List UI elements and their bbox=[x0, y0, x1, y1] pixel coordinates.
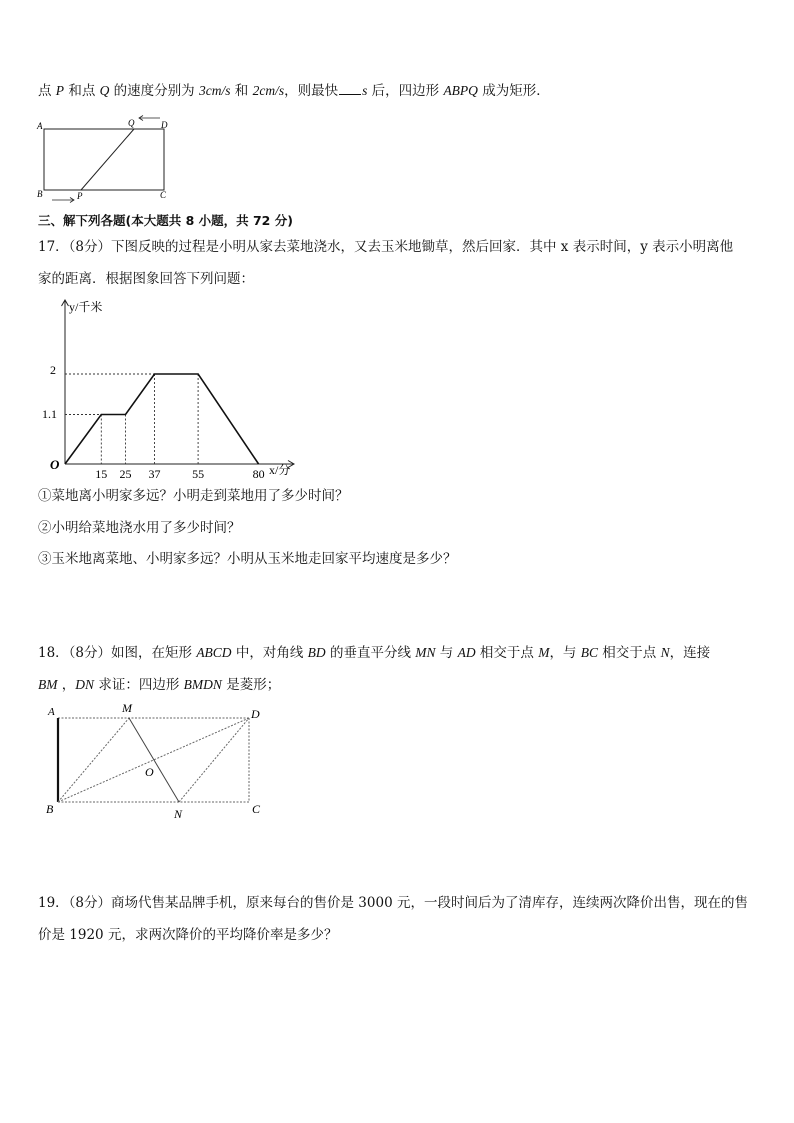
section-heading: 三、解下列各题(本大题共 8 小题，共 72 分) bbox=[38, 213, 293, 228]
q18-line1: 18．（8分）如图，在矩形 ABCD 中，对角线 BD 的垂直平分线 MN 与 AD 相交于点 M，与 BC 相交于点 N，连接 bbox=[38, 645, 711, 661]
q18-figure bbox=[40, 698, 270, 823]
xtick-label-80: 80 bbox=[252, 467, 265, 481]
q17-line2: 家的距离．根据图象回答下列问题： bbox=[38, 271, 254, 287]
label-d: D bbox=[161, 120, 168, 130]
label-a: A bbox=[37, 121, 43, 131]
label-o: O bbox=[145, 765, 154, 779]
q18-line2: BM ，DN 求证：四边形 BMDN 是菱形； bbox=[38, 677, 281, 693]
ytick-label-1.1: 1.1 bbox=[42, 407, 57, 421]
q17-line1: 17．（8分）下图反映的过程是小明从家去菜地浇水，又去玉米地锄草，然后回家．其中 x 表示时间，y 表示小明离他 bbox=[38, 239, 734, 255]
q19-line1: 19．（8分）商场代售某品牌手机，原来每台的售价是 3000 元，一段时间后为了清库存，连续两次降价出售，现在的售 bbox=[38, 895, 748, 911]
answer-blank bbox=[339, 82, 361, 95]
segment-mn bbox=[129, 718, 179, 802]
origin-label: O bbox=[50, 457, 60, 472]
label-n: N bbox=[174, 807, 183, 821]
x-axis-label: x/分 bbox=[269, 463, 291, 477]
q17-sub1: ①菜地离小明家多远？小明走到菜地用了多少时间？ bbox=[38, 488, 349, 504]
q17-sub2: ②小明给菜地浇水用了多少时间？ bbox=[38, 520, 241, 536]
segment-pq bbox=[81, 129, 134, 190]
q17-chart bbox=[36, 294, 316, 484]
q17-sub3: ③玉米地离菜地、小明家多远？小明从玉米地走回家平均速度是多少？ bbox=[38, 551, 457, 567]
segment-dn bbox=[179, 718, 249, 802]
ytick-label-2: 2 bbox=[50, 363, 56, 377]
label-c: C bbox=[252, 802, 261, 816]
label-b: B bbox=[37, 189, 43, 199]
label-b: B bbox=[46, 802, 54, 816]
y-axis-label: y/千米 bbox=[69, 300, 103, 314]
distance-line bbox=[65, 374, 259, 464]
label-m: M bbox=[122, 701, 132, 715]
q16-figure bbox=[32, 112, 182, 204]
xtick-label-25: 25 bbox=[119, 467, 132, 481]
q16-text: 点 P 和点 Q 的速度分别为 3cm/s 和 2cm/s，则最快 s 后，四边形 ABPQ 成为矩形． bbox=[38, 83, 550, 99]
label-p: P bbox=[77, 191, 83, 201]
xtick-label-55: 55 bbox=[192, 467, 205, 481]
segment-bm bbox=[58, 718, 129, 802]
q19-line2: 价是 1920 元，求两次降价的平均降价率是多少？ bbox=[38, 927, 338, 943]
label-c: C bbox=[160, 190, 167, 200]
xtick-label-15: 15 bbox=[95, 467, 108, 481]
label-q: Q bbox=[128, 118, 135, 128]
label-a: A bbox=[48, 706, 55, 718]
xtick-label-37: 37 bbox=[148, 467, 161, 481]
rectangle-abcd bbox=[44, 129, 164, 190]
label-d: D bbox=[251, 707, 260, 721]
